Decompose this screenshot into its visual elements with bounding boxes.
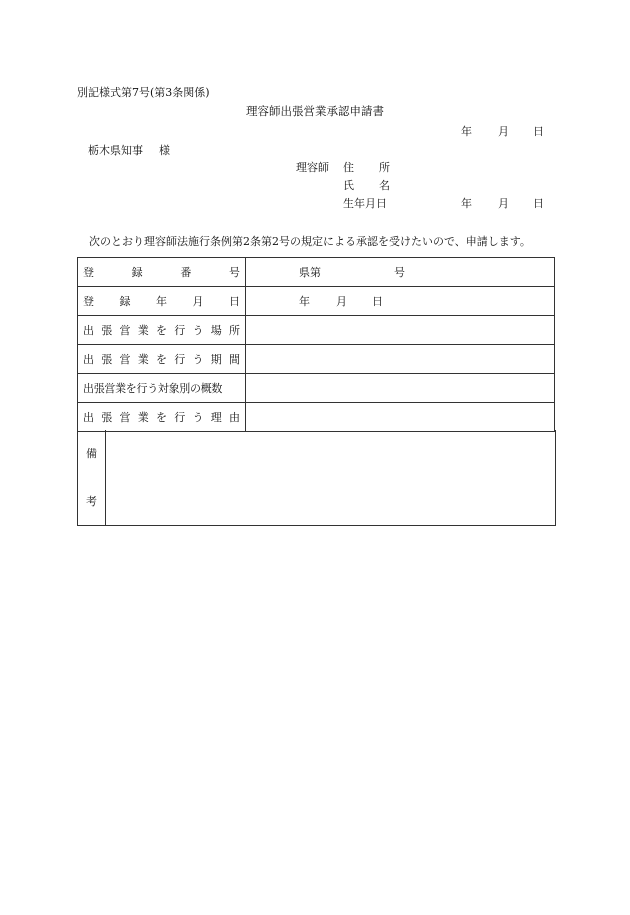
date-month-label: 月 xyxy=(498,125,509,138)
label-char: 営 xyxy=(119,410,131,424)
label-char: 出 xyxy=(83,410,94,424)
registration-date-field[interactable] xyxy=(246,287,555,316)
label-char: 場 xyxy=(210,323,222,337)
label-char: 番 xyxy=(180,265,192,279)
name-label xyxy=(343,180,390,191)
addressee-honorific: 様 xyxy=(159,144,170,157)
label-char: 年 xyxy=(156,294,167,308)
label-char: 号 xyxy=(228,265,240,279)
table-row xyxy=(78,287,555,316)
label-char: 由 xyxy=(229,410,240,424)
label-char: 録 xyxy=(119,294,131,308)
label-char: 業 xyxy=(137,410,149,424)
business-period-label xyxy=(78,345,246,374)
table-row xyxy=(78,403,555,432)
client-count-field[interactable] xyxy=(246,374,555,403)
label-char: 業 xyxy=(137,352,149,366)
registration-number-prefix: 県第 xyxy=(299,266,321,279)
remarks-field[interactable] xyxy=(106,430,555,525)
addressee: 栃木県知事 xyxy=(88,144,143,157)
form-number: 別記様式第7号(第3条関係) xyxy=(77,86,210,99)
label-char: 月 xyxy=(192,294,204,308)
label-char: 理 xyxy=(210,410,222,424)
remarks-label-char: 備 xyxy=(86,447,97,460)
label-char: を xyxy=(156,323,167,337)
label-char: う xyxy=(192,410,204,424)
address-label-char: 住 xyxy=(343,161,354,174)
label-char: を xyxy=(156,352,167,366)
applicant-role: 理容師 xyxy=(296,161,329,174)
label-char: 間 xyxy=(229,352,240,366)
intro-text: 次のとおり理容師法施行条例第2条第2号の規定による承認を受けたいので、申請します。 xyxy=(89,235,531,248)
label-char: 業 xyxy=(137,323,149,337)
registration-number-suffix: 号 xyxy=(394,266,405,279)
label-char: 行 xyxy=(174,410,186,424)
label-char: う xyxy=(192,352,204,366)
date-year-label: 年 xyxy=(461,125,472,138)
label-char: 録 xyxy=(131,265,143,279)
business-reason-label xyxy=(78,403,246,432)
birthdate-label: 生年月日 xyxy=(343,197,387,210)
client-count-label-text: 出張営業を行う対象別の概数 xyxy=(83,381,223,395)
label-char: を xyxy=(156,410,167,424)
label-char: 行 xyxy=(174,323,186,337)
registration-date-label xyxy=(78,287,246,316)
remarks-box xyxy=(77,430,556,526)
label-char: 張 xyxy=(101,410,113,424)
registration-month-label: 月 xyxy=(336,295,347,308)
birth-month-label: 月 xyxy=(498,197,509,210)
registration-day-label: 日 xyxy=(372,295,383,308)
label-char: 営 xyxy=(119,352,131,366)
name-label-char: 名 xyxy=(379,179,390,192)
document-title: 理容師出張営業承認申請書 xyxy=(246,104,384,118)
table-row xyxy=(78,345,555,374)
label-char: 期 xyxy=(210,352,222,366)
label-char: 張 xyxy=(101,323,113,337)
label-char: う xyxy=(192,323,204,337)
client-count-label xyxy=(78,374,246,403)
label-char: 営 xyxy=(119,323,131,337)
label-char: 張 xyxy=(101,352,113,366)
table-row xyxy=(78,374,555,403)
business-location-field[interactable] xyxy=(246,316,555,345)
address-label xyxy=(343,162,390,173)
registration-year-label: 年 xyxy=(299,295,310,308)
label-char: 登 xyxy=(83,265,94,279)
remarks-label xyxy=(78,430,106,525)
business-reason-field[interactable] xyxy=(246,403,555,432)
label-char: 所 xyxy=(229,323,240,337)
birth-year-label: 年 xyxy=(461,197,472,210)
label-char: 出 xyxy=(83,352,94,366)
label-char: 登 xyxy=(83,294,94,308)
date-day-label: 日 xyxy=(533,125,544,138)
business-location-label xyxy=(78,316,246,345)
birth-day-label: 日 xyxy=(533,197,544,210)
table-row xyxy=(78,316,555,345)
business-period-field[interactable] xyxy=(246,345,555,374)
address-label-char: 所 xyxy=(379,161,390,174)
label-char: 出 xyxy=(83,323,94,337)
table-row xyxy=(78,258,555,287)
application-table xyxy=(77,257,555,432)
label-char: 日 xyxy=(229,294,240,308)
label-char: 行 xyxy=(174,352,186,366)
remarks-label-char: 考 xyxy=(86,495,97,508)
registration-number-label xyxy=(78,258,246,287)
registration-number-field[interactable] xyxy=(246,258,555,287)
name-label-char: 氏 xyxy=(343,179,354,192)
